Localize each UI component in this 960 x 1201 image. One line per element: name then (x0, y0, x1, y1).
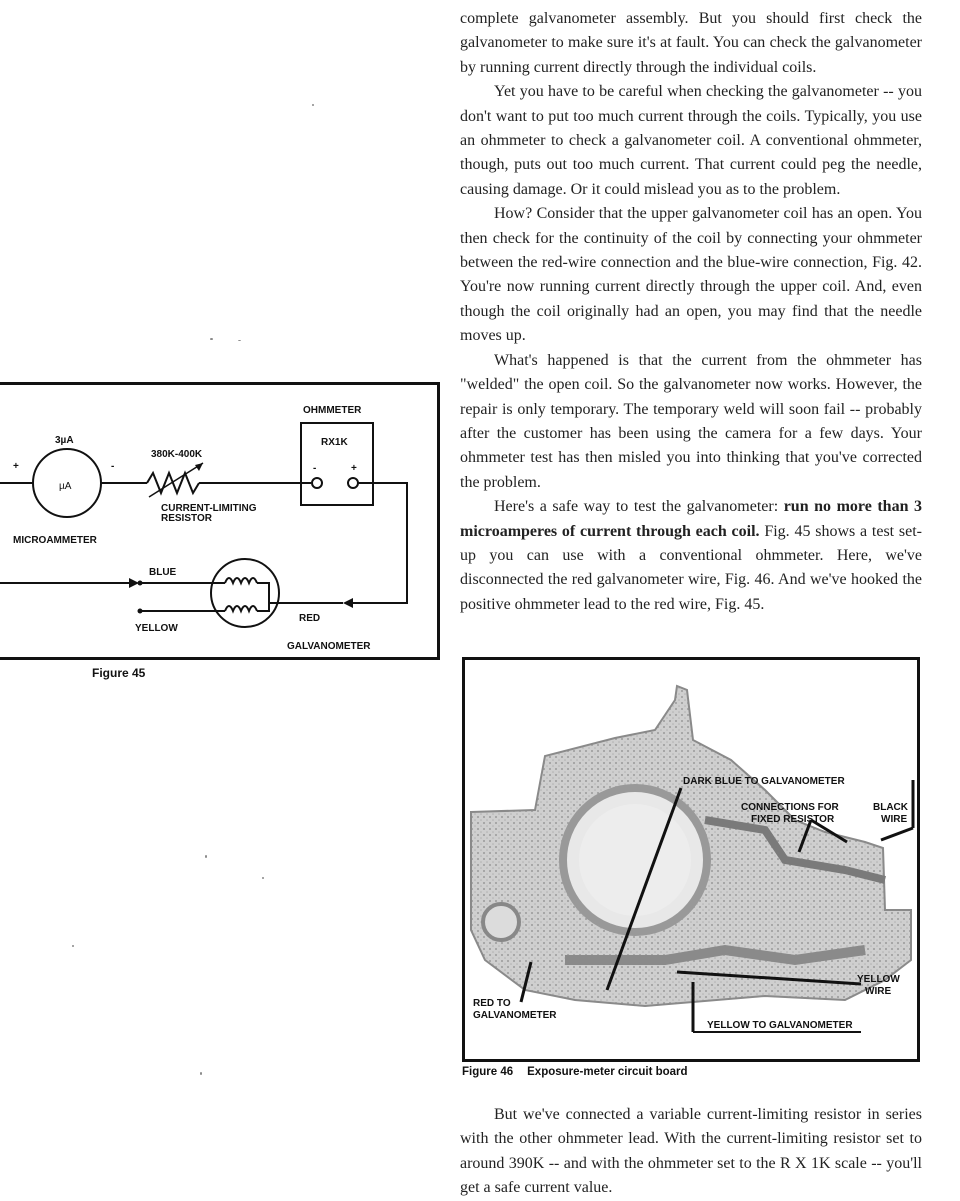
resistor-value-label: 380K-400K (151, 449, 203, 460)
galvanometer-coil-lower (225, 606, 257, 611)
galvanometer-label: GALVANOMETER (287, 641, 371, 652)
resistor-symbol (147, 473, 199, 493)
black-wire-label-1: BLACK (873, 802, 908, 813)
ohmmeter-label: OHMMETER (303, 405, 362, 416)
board-hole (579, 804, 691, 916)
yellow-to-label: YELLOW TO GALVANOMETER (707, 1020, 853, 1031)
scan-speck (200, 1072, 202, 1075)
terminal-dot (138, 609, 143, 614)
minus-sign: - (111, 461, 115, 472)
circuit-diagram-svg (0, 385, 437, 657)
scan-speck (262, 877, 264, 879)
connections-label-2: FIXED RESISTOR (751, 814, 835, 825)
scan-speck (312, 104, 314, 106)
paragraph: How? Consider that the upper galvanometer coil has an open. You then check for the continuity of the coil by connecting your ohmmeter between the red-wire connection and the blue-wire connection, Fig. 42. You're now running current directly through the upper coil. And, even though the coil originally had an open, you may find that the needle moves up. (460, 205, 922, 345)
scan-speck (238, 340, 241, 341)
wire (351, 483, 407, 603)
ohmmeter-plus: + (351, 463, 357, 474)
paragraph: complete galvanometer assembly. But you should first check the galvanometer to make sure it's at fault. You can check the galvanometer by running current directly through the individual coils. (460, 10, 922, 76)
ohmmeter-box (301, 423, 373, 505)
ohm-scale-label: RX1K (321, 437, 348, 448)
paragraph-text: Here's a safe way to test the galvanometer: (494, 498, 784, 516)
figure-46-title: Exposure-meter circuit board (527, 1066, 688, 1078)
pointer-line (881, 828, 913, 840)
scan-speck (210, 338, 213, 340)
yellow-label: YELLOW (135, 623, 178, 634)
ohmmeter-terminal-negative (312, 478, 322, 488)
figure-46-number: Figure 46 (462, 1066, 514, 1078)
meter-symbol-label: µA (59, 481, 72, 492)
black-wire-label-2: WIRE (881, 814, 908, 825)
paragraph: What's happened is that the current from the ohmmeter has "welded" the open coil. So the galvanometer now works. However, the repair is only temporary. The temporary weld will soon fail -- probably after the customer has been using the camera for a few days. Your ohmmeter test has then misled you into thinking that you've corrected the problem. (460, 351, 922, 491)
wire (257, 583, 343, 603)
red-to-label-2: GALVANOMETER (473, 1010, 557, 1021)
body-text-bottom (460, 1103, 922, 1201)
ohmmeter-minus: - (313, 463, 317, 474)
paragraph: Yet you have to be careful when checking the galvanometer -- you don't want to put too much current through the coils. Typically, you use an ohmmeter to check a galvanometer coil. A conventional ohmmeter, though, puts out too much current. That current could peg the needle, causing damage. Or it could mislead you as to the problem. (460, 83, 922, 198)
figure-45-circuit-diagram (0, 382, 440, 660)
galvanometer-coil-upper (225, 578, 257, 583)
figure-46-photo (462, 657, 920, 1062)
emphasis-text: run no more than 3 microamperes of current through each coil. (460, 498, 922, 540)
scan-speck (205, 855, 207, 858)
yellow-wire-label-1: YELLOW (857, 974, 900, 985)
figure-45-caption: Figure 45 (92, 666, 146, 680)
resistor-label-1: CURRENT-LIMITING (161, 503, 257, 514)
red-to-label-1: RED TO (473, 998, 511, 1009)
wire (257, 603, 269, 611)
terminal-dot (138, 581, 143, 586)
paragraph: But we've connected a variable current-limiting resistor in series with the other ohmmeter lead. With the current-limiting resistor set to around 390K -- and with the ohmmeter set to the R X 1K scale -- you'll get a safe current value. (460, 1106, 922, 1197)
dark-blue-label: DARK BLUE TO GALVANOMETER (683, 776, 845, 787)
current-label: 3µA (55, 435, 74, 446)
paragraph (460, 495, 922, 617)
red-label: RED (299, 613, 321, 624)
board-mount-hole (483, 904, 519, 940)
resistor-label-2: RESISTOR (161, 513, 212, 524)
paragraph-text: Fig. 45 shows a test set-up you can use with a conventional ohmmeter. Here, we've disconnected the red galvanometer wire, Fig. 46. And we've hooked the positive ohmmeter lead to the red wire, Fig. 45. (460, 522, 923, 613)
scan-speck (72, 945, 74, 947)
yellow-wire-label-2: WIRE (865, 986, 892, 997)
plus-sign: + (13, 461, 19, 472)
arrowhead (343, 598, 353, 608)
ohmmeter-terminal-positive (348, 478, 358, 488)
microammeter-label: MICROAMMETER (13, 535, 97, 546)
figure-46-caption (462, 1066, 688, 1078)
blue-label: BLUE (149, 567, 177, 578)
body-text-column (460, 0, 922, 617)
circuit-board-photo (465, 660, 917, 1059)
connections-label-1: CONNECTIONS FOR (741, 802, 839, 813)
